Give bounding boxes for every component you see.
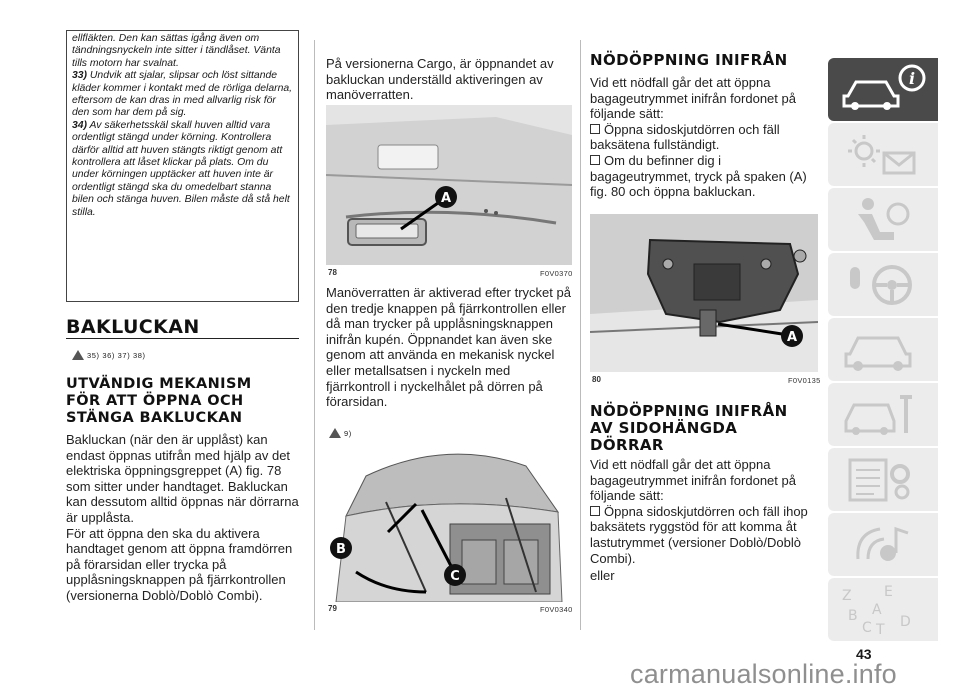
tab-dashboard-lights[interactable] bbox=[828, 123, 938, 186]
heading-rule bbox=[66, 338, 299, 339]
heading-line: UTVÄNDIG MEKANISM bbox=[66, 376, 252, 392]
nodoppning-dorrar-body bbox=[590, 457, 820, 584]
note-33-number: 33) bbox=[72, 70, 88, 82]
page-number: 43 bbox=[856, 646, 872, 662]
figure-79-open-tailgate bbox=[326, 442, 572, 602]
dorrar-eller: eller bbox=[590, 568, 615, 584]
heading-line: STÄNGA BAKLUCKAN bbox=[66, 410, 243, 426]
column-divider bbox=[314, 40, 315, 630]
bullet-text: Öppna sidoskjutdörren och fäll ihop baksätets ryggstöd för att komma åt lastutrymmet (versioner Doblò/Doblò Combi). bbox=[590, 503, 808, 566]
svg-text:i: i bbox=[908, 69, 916, 88]
bullet-text: Öppna sidoskjutdörren och fäll baksätena fullständigt. bbox=[590, 121, 780, 153]
tab-safety[interactable] bbox=[828, 188, 938, 251]
note-item-33 bbox=[72, 70, 293, 120]
dashboard-lights-icon bbox=[828, 123, 938, 186]
svg-text:E: E bbox=[884, 584, 893, 600]
figure-79-number: 79 bbox=[328, 604, 337, 613]
multimedia-icon bbox=[828, 513, 938, 576]
warning-ref-9 bbox=[329, 424, 352, 442]
tab-maintenance[interactable] bbox=[828, 383, 938, 446]
heading-nodoppning-dorrar bbox=[590, 403, 788, 454]
steering-wheel-icon bbox=[828, 253, 938, 316]
figure-78-number: 78 bbox=[328, 268, 337, 277]
figure-79-label-b: B bbox=[336, 542, 346, 557]
figure-78-tailgate-handle bbox=[326, 105, 572, 265]
heading-bakluckan: BAKLUCKAN bbox=[66, 316, 200, 338]
warning-triangle-icon bbox=[72, 350, 84, 360]
svg-text:A: A bbox=[872, 602, 882, 618]
cargo-intro-text: På versionerna Cargo, är öppnandet av bakluckan underställd aktiveringen av manöverratten. bbox=[326, 56, 554, 103]
utvandig-para-1: Bakluckan (när den är upplåst) kan endast öppnas utifrån med hjälp av det elektriska öppningsgreppet (A) fig. 78 som sitter under handtaget. Bakluckan kan dessutom alltid öppnas när dörrarna är upplåsta. bbox=[66, 432, 299, 525]
dorrar-intro: Vid ett nödfall går det att öppna bagageutrymmet inifrån fordonet på följande sätt: bbox=[590, 457, 796, 504]
car-info-icon bbox=[828, 58, 938, 121]
column-divider bbox=[580, 40, 581, 630]
nodoppning-bullet-1 bbox=[590, 122, 820, 153]
note-item-34 bbox=[72, 120, 293, 219]
nodoppning-bullet-2 bbox=[590, 153, 820, 200]
note-33-text: Undvik att sjalar, slipsar och löst sittande kläder kommer i kontakt med de rörliga delarna, eftersom de kan dras in med allvarlig risk för den som har dem på sig. bbox=[72, 70, 293, 119]
heading-nodoppning-inifran: NÖDÖPPNING INIFRÅN bbox=[590, 51, 788, 69]
heading-line: DÖRRAR bbox=[590, 436, 664, 454]
safety-notes-box bbox=[66, 30, 299, 302]
warning-ref-number: 9) bbox=[344, 429, 352, 438]
figure-78-code: F0V0370 bbox=[540, 269, 573, 278]
utvandig-body bbox=[66, 432, 300, 604]
watermark: carmanualsonline.info bbox=[630, 659, 897, 689]
note-34-number: 34) bbox=[72, 119, 88, 131]
heading-line: FÖR ATT ÖPPNA OCH bbox=[66, 393, 244, 409]
tab-technical-data[interactable] bbox=[828, 448, 938, 511]
svg-text:T: T bbox=[876, 622, 885, 638]
figure-80-code: F0V0135 bbox=[788, 376, 821, 385]
svg-text:B: B bbox=[848, 608, 858, 624]
tab-multimedia[interactable] bbox=[828, 513, 938, 576]
figure-78-label-a: A bbox=[440, 191, 452, 206]
figure-79-code: F0V0340 bbox=[540, 605, 573, 614]
warning-ref-numbers: 35) 36) 37) 38) bbox=[87, 351, 146, 360]
specs-gear-icon bbox=[828, 448, 938, 511]
svg-text:C: C bbox=[862, 620, 872, 636]
figure-80-release-lever bbox=[590, 214, 818, 372]
note-34-text: Av säkerhetsskäl skall huven alltid vara ordentligt stängd under körning. Kontrollera därför alltid att huven stängts riktigt genom att kontrollera att låset klickar på plats. Om du under körningen upptäcker att huven inte är ordentligt stängd ska du omedelbart stanna bilen och stänga huven. Bilen måste då stå helt stilla. bbox=[72, 119, 290, 218]
figure-79-label-c: C bbox=[450, 569, 460, 584]
airbag-seat-icon bbox=[828, 188, 938, 251]
nodoppning-intro: Vid ett nödfall går det att öppna bagageutrymmet inifrån fordonet på följande sätt: bbox=[590, 75, 796, 122]
chapter-tab-strip bbox=[828, 58, 938, 638]
bullet-text: Om du befinner dig i bagageutrymmet, tryck på spaken (A) fig. 80 och öppna bakluckan. bbox=[590, 152, 807, 200]
utvandig-para-2: För att öppna den ska du aktivera handtaget genom att öppna framdörren på förarsidan eller trycka på upplåsningsknappen på fjärrkontrollen (versionerna Doblò/Doblò Combi). bbox=[66, 525, 293, 603]
heading-utvandig-mekanism bbox=[66, 376, 252, 427]
nodoppning-inifran-body bbox=[590, 75, 820, 200]
dorrar-bullet-1 bbox=[590, 504, 820, 566]
checkbox-bullet-icon bbox=[590, 155, 600, 165]
heading-line: NÖDÖPPNING INIFRÅN bbox=[590, 402, 788, 420]
tab-index[interactable] bbox=[828, 578, 938, 641]
warning-triangle-icon bbox=[329, 428, 341, 438]
note-intro: ellfläkten. Den kan sättas igång även om tändningsnyckeln inte sitter i tändlåset. Vänta tills motorn har svalnat. bbox=[72, 33, 281, 69]
car-warning-icon bbox=[828, 318, 938, 381]
checkbox-bullet-icon bbox=[590, 506, 600, 516]
svg-text:D: D bbox=[900, 614, 911, 630]
figure-78-illustration bbox=[326, 105, 572, 265]
figure-79-illustration bbox=[326, 442, 572, 602]
manoverratten-text: Manöverratten är aktiverad efter trycket på den tredje knappen på fjärrkontrollen eller då man trycker på upplåsningsknappen inifrån kupén. Öppnandet kan även ske genom att använda en mekanisk nyckel eller metallsatsen i nyckeln med fjärrkontroll i nyckelhålet på dörren på förarsidan. bbox=[326, 285, 571, 410]
car-service-wrench-icon bbox=[828, 383, 938, 446]
alphabetical-index-icon bbox=[828, 578, 938, 641]
figure-80-number: 80 bbox=[592, 375, 601, 384]
tab-vehicle-info[interactable] bbox=[828, 58, 938, 121]
heading-line: AV SIDOHÄNGDA bbox=[590, 419, 738, 437]
tab-driving[interactable] bbox=[828, 253, 938, 316]
warning-refs bbox=[72, 346, 146, 364]
tab-emergency[interactable] bbox=[828, 318, 938, 381]
checkbox-bullet-icon bbox=[590, 124, 600, 134]
figure-80-illustration bbox=[590, 214, 818, 372]
figure-80-label-a: A bbox=[786, 330, 798, 345]
svg-text:Z: Z bbox=[842, 588, 852, 604]
